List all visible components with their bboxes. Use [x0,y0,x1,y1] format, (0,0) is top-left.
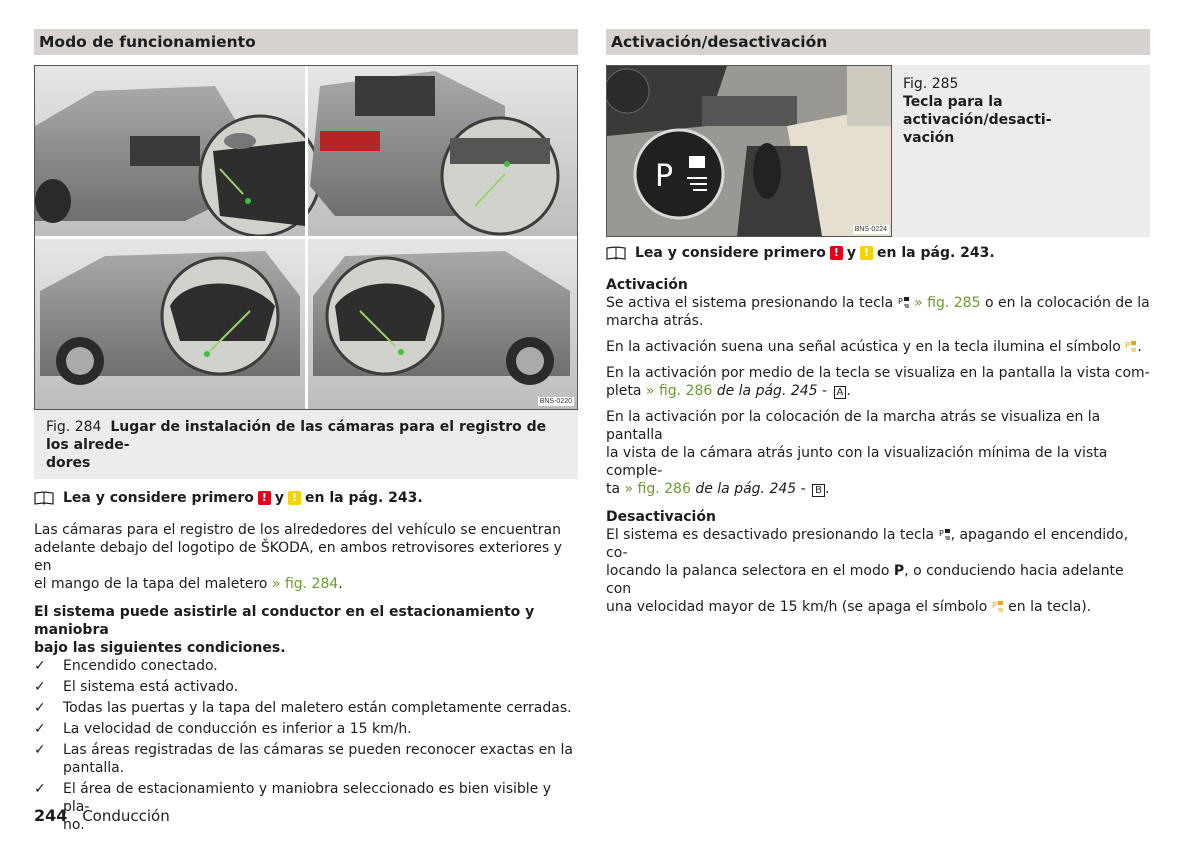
checklist-item [34,657,578,675]
act-p4-a: ta [606,481,621,497]
checklist-item-line1: Todas las puertas y la tapa del maletero están completamente cerradas. [63,700,572,716]
activation-para-2: En la activación suena una señal acústica y en la tecla ilumina el símbolo P . [606,339,1142,355]
svg-text:P: P [1125,341,1131,350]
deact-l2-a: locando la palanca selectora en el modo [606,563,890,579]
checkmark-icon: ✓ [34,781,46,797]
warn-pre-text: Lea y considere primero [63,490,254,506]
para1-line2: adelante debajo del logotipo de ŠKODA, en ambos retrovisores exteriores y en [34,540,562,574]
act-p4-l1: En la activación por la colocación de la marcha atrás se visualiza en la pantalla [606,409,1101,443]
checklist-item-line1: Encendido conectado. [63,658,218,674]
warning-reference-right [606,244,1150,262]
warning-yellow-icon: ! [860,246,873,260]
act-p1-b: o en la colocación de la [984,295,1150,311]
deact-l3-a: una velocidad mayor de 15 km/h (se apaga el símbolo [606,599,988,615]
page-footer [34,806,170,825]
caption-number: Fig. 284 [46,419,102,435]
deact-l2-b: , o conduciendo hacia adelante con [606,563,1124,597]
deact-l3-b: en la tecla). [1008,599,1092,615]
activation-para-1 [606,294,1150,330]
figure-284-caption [34,410,578,479]
deact-l1-b: , apagando el encendido, co- [606,527,1129,561]
conditions-heading [34,603,578,657]
deact-l1-a: El sistema es desactivado presionando la tecla [606,527,935,543]
act-p4-ref: de la pág. 245 [695,481,797,497]
activation-para-3: En la activación por medio de la tecla se visualiza en la pantalla la vista com- pleta » fig. 286 de la pág. 245 - A . [606,365,1150,399]
fig-285-link[interactable]: » fig. 285 [914,295,981,311]
dashboard-illustration [607,66,891,236]
caption-text-2: dores [46,455,91,471]
para1-line3: el mango de la tapa del maletero [34,576,268,592]
checklist-item [34,741,578,777]
checklist-item [34,699,578,717]
svg-text:P: P [991,601,997,610]
section-heading-modo: Modo de funcionamiento [34,29,578,55]
warn-post-text: en la pág. 243. [877,245,995,261]
park-camera-icon [992,600,1004,613]
checkmark-icon: ✓ [34,700,46,716]
warn-post-text: en la pág. 243. [305,490,423,506]
activation-section [606,276,1150,498]
act-p4-l2: la vista de la cámara atrás junto con la visualización mínima de la vista comple- [606,445,1108,479]
fig-286-link-b[interactable]: » fig. 286 [624,481,691,497]
figure-285-block [606,65,1150,237]
fig-286-link-a[interactable]: » fig. 286 [645,383,713,399]
park-camera-icon [939,528,951,541]
section-heading-activacion: Activación/desactivación [606,29,1150,55]
act-p3-a: pleta [606,383,642,399]
box-a: A [834,386,847,399]
checklist-item-line2: pantalla. [63,760,125,776]
figure-285-caption [903,75,1143,147]
deactivation-para [606,526,1150,616]
warning-reference-left [34,489,578,507]
figure-285-title-1: Tecla para la activación/desacti- [903,94,1052,128]
deactivation-section [606,508,1150,616]
act-p3-ref: de la pág. 245 [716,383,818,399]
act-p1-a: Se activa el sistema presionando la tecla [606,295,894,311]
checkmark-icon: ✓ [34,658,46,674]
checklist-item [34,720,578,738]
figure-285-code: BNS-0224 [854,226,887,233]
figure-code: BNS-0220 [539,398,572,405]
page-number: 244 [34,806,68,825]
warning-yellow-icon: ! [288,491,301,505]
checklist-item-line1: El área de estacionamiento y maniobra seleccionado es bien visible y pla- [63,781,552,815]
figure-284-image [34,65,578,410]
fig-284-link[interactable]: » fig. 284 [271,576,339,592]
svg-text:P: P [938,529,944,538]
checklist-item-line2: no. [63,817,85,833]
para1-end: . [338,576,343,592]
checklist-item-line1: Las áreas registradas de las cámaras se pueden reconocer exactas en la [63,742,573,758]
warn-and-text: y [274,490,285,506]
figure-285-title-2: vación [903,130,955,146]
intro-paragraph [34,521,578,593]
book-icon [34,491,54,505]
para1-line1: Las cámaras para el registro de los alrededores del vehículo se encuentran [34,522,561,538]
warning-red-icon: ! [830,246,843,260]
svg-text:P: P [897,297,903,306]
left-column [34,29,578,837]
act-p2: En la activación suena una señal acústica y en la tecla ilumina el símbolo [606,339,1121,355]
checkmark-icon: ✓ [34,721,46,737]
park-camera-icon [898,296,910,309]
figure-285-number: Fig. 285 [903,76,959,92]
checkmark-icon: ✓ [34,742,46,758]
conditions-heading-line2: bajo las siguientes condiciones. [34,640,286,656]
checkmark-icon: ✓ [34,679,46,695]
checklist-item-line1: La velocidad de conducción es inferior a 15 km/h. [63,721,412,737]
deactivation-heading: Desactivación [606,509,716,525]
right-column [606,29,1150,616]
warning-red-icon: ! [258,491,271,505]
act-p1-l2: marcha atrás. [606,313,704,329]
activation-para-4: En la activación por la colocación de la marcha atrás se visualiza en la pantalla la vista de la cámara atrás junto con la visualización mínima de la vista comple- ta » fig. 286 de la pág. 245 - B . [606,408,1150,498]
section-name: Conducción [82,807,170,825]
warn-and-text: y [846,245,857,261]
conditions-heading-line1: El sistema puede asistirle al conductor en el estacionamiento y maniobra [34,604,535,638]
checklist-item-line1: El sistema está activado. [63,679,239,695]
box-b: B [812,484,825,497]
book-icon [606,246,626,260]
checklist-item [34,678,578,696]
figure-285-image [606,65,892,237]
svg-text:P: P [655,159,674,194]
caption-text-1: Lugar de instalación de las cámaras para el registro de los alrede- [46,419,547,453]
act-p3-l1: En la activación por medio de la tecla se visualiza en la pantalla la vista com- [606,365,1150,381]
warn-pre-text: Lea y considere primero [635,245,826,261]
activation-heading: Activación [606,277,688,293]
gear-p: P [893,563,905,579]
camera-locations-illustration [35,66,577,409]
park-camera-icon [1125,340,1137,353]
